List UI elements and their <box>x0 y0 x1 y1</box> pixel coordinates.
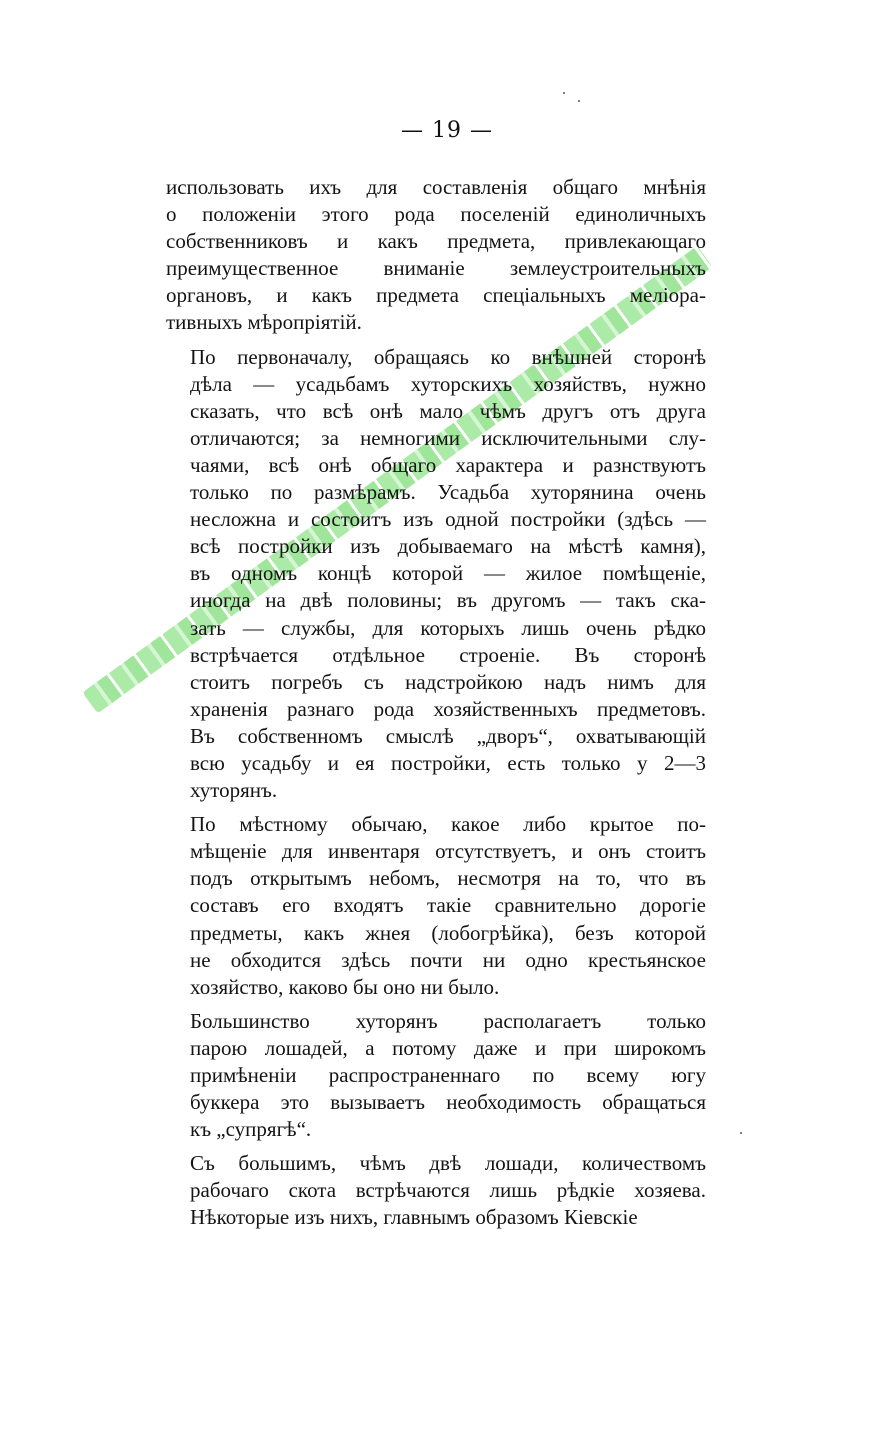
text-line: несложна и состоитъ изъ одной постройки (здѣсь — <box>190 507 706 532</box>
text-line: Большинство хуторянъ располагаетъ только <box>190 1008 706 1033</box>
text-line: хуторянъ. <box>190 778 278 803</box>
text-line: въ одномъ концѣ которой — жилое помѣщеніе, <box>190 561 706 586</box>
text-line: буккера это вызываетъ необходимость обращаться <box>190 1090 706 1115</box>
body-text <box>166 174 706 1239</box>
text-line: дѣла — усадьбамъ хуторскихъ хозяйствъ, нужно <box>190 371 706 396</box>
scan-speck <box>578 100 580 102</box>
text-line: сказать, что всѣ онѣ мало чѣмъ другъ отъ друга <box>190 398 706 423</box>
text-line: Нѣкоторые изъ нихъ, главнымъ образомъ Кіевскіе <box>190 1205 638 1230</box>
text-line: встрѣчается отдѣльное строеніе. Въ сторонѣ <box>190 642 706 667</box>
page-number: — 19 — <box>401 118 493 143</box>
text-line: По первоначалу, обращаясь ко внѣшней сторонѣ <box>190 344 706 369</box>
text-line: къ „супрягѣ“. <box>190 1117 312 1142</box>
paragraph <box>166 811 706 1001</box>
text-line: составъ его входятъ такіе сравнительно дорогіе <box>190 893 706 918</box>
text-line: всю усадьбу и ея постройки, есть только у 2—3 <box>190 750 706 775</box>
text-line: о положеніи этого рода поселеній единоличныхъ <box>166 202 706 227</box>
text-line: тивныхъ мѣропріятій. <box>166 310 362 335</box>
text-line: предметы, какъ жнея (лобогрѣйка), безъ которой <box>190 920 706 945</box>
text-line: использовать ихъ для составленія общаго мнѣнія <box>166 175 706 199</box>
paragraph <box>166 1150 706 1231</box>
text-line: Съ большимъ, чѣмъ двѣ лошади, количествомъ <box>190 1151 706 1176</box>
paragraph <box>166 174 706 337</box>
text-line: всѣ постройки изъ добываемаго на мѣстѣ камня), <box>190 534 706 559</box>
scan-speck <box>563 92 565 94</box>
text-line: органовъ, и какъ предмета спеціальныхъ меліора- <box>166 283 706 308</box>
text-line: храненія разнаго рода хозяйственныхъ предметовъ. <box>190 696 706 721</box>
text-line: мѣщеніе для инвентаря отсутствуетъ, и онъ стоитъ <box>190 839 706 864</box>
paragraph <box>166 1008 706 1143</box>
text-line: примѣненіи распространеннаго по всему югу <box>190 1063 706 1087</box>
scan-speck <box>740 1132 742 1134</box>
text-line: подъ открытымъ небомъ, несмотря на то, что въ <box>190 866 706 891</box>
text-line: парою лошадей, а потому даже и при широкомъ <box>190 1035 706 1060</box>
text-line: не обходится здѣсь почти ни одно крестьянское <box>190 947 706 972</box>
text-line: рабочаго скота встрѣчаются лишь рѣдкіе хозяева. <box>190 1178 706 1203</box>
text-line: чаями, всѣ онѣ общаго характера и разнствуютъ <box>190 452 706 477</box>
text-line: стоитъ погребъ съ надстройкою надъ нимъ для <box>190 669 706 694</box>
text-line: иногда на двѣ половины; въ другомъ — такъ ска- <box>190 588 706 613</box>
text-line: только по размѣрамъ. Усадьба хуторянина очень <box>190 480 706 505</box>
text-line: отличаются; за немногими исключительными слу- <box>190 425 706 450</box>
text-line: преимущественное вниманіе землеустроительныхъ <box>166 256 706 281</box>
text-line: Въ собственномъ смыслѣ „дворъ“, охватывающій <box>190 723 706 748</box>
text-line: хозяйство, каково бы оно ни было. <box>190 974 500 999</box>
text-line: собственниковъ и какъ предмета, привлекающаго <box>166 229 706 254</box>
text-line: По мѣстному обычаю, какое либо крытое по- <box>190 812 706 837</box>
text-line: зать — службы, для которыхъ лишь очень рѣдко <box>190 615 706 640</box>
paragraph <box>166 344 706 805</box>
